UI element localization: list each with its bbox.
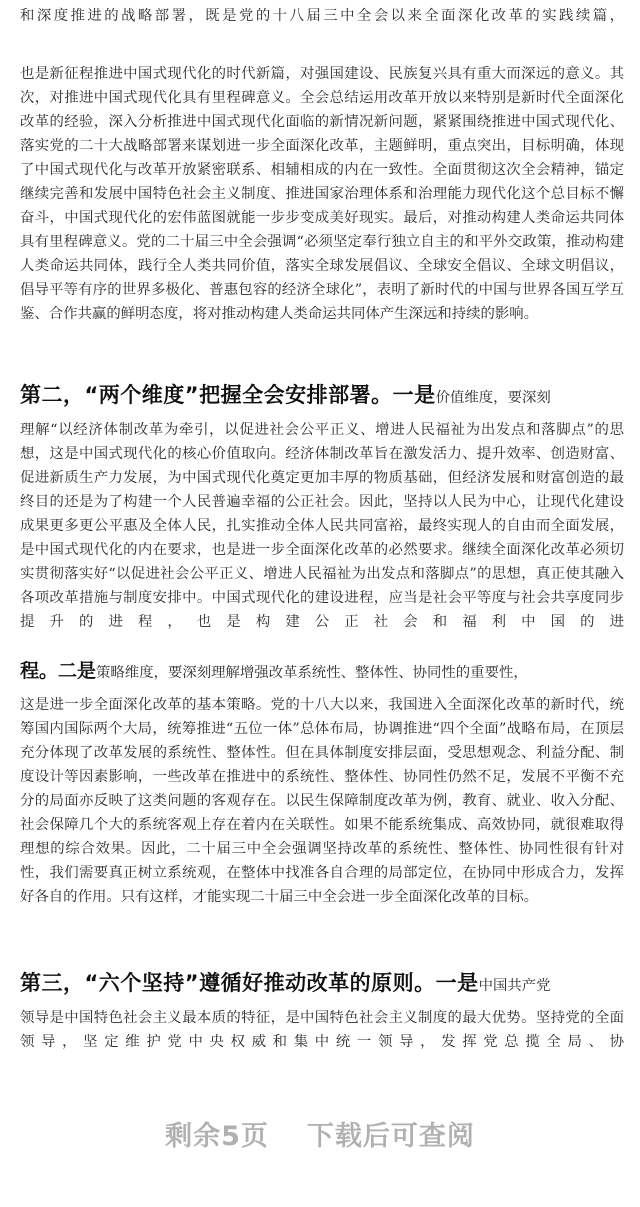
section-3-heading-bold: 第三，“六个坚持”遵循好推动改革的原则。一是 bbox=[20, 971, 479, 995]
paragraph-value-dimension: 理解“以经济体制改革为牵引，以促进社会公平正义、增进人民福祉为出发点和落脚点”的思想，这是中国式现代化的核心价值取向。经济体制改革旨在激发活力、提升效率、创造财富、促进新质生产力发展，为中国式现代化奠定更加丰厚的物质基础，但经济发展和财富创造的最终目的还是为了构建一个人民普遍幸福的公正社会。因此，坚持以人民为中心，让现代化建设成果更多更公平惠及全体人民，扎实推动全体人民共同富裕，最终实现人的自由而全面发展，是中国式现代化的内在要求，也是进一步全面深化改革的必然要求。继续全面深化改革必须切实贯彻落实好“以促进社会公平正义、增进人民福祉为出发点和落脚点”的思想，真正使其融入各项改革措施与制度安排中。中国式现代化的建设进程，应当是社会平等度与社会共享度同步提升的进程，也是构建公正社会和福利中国的进 bbox=[20, 422, 624, 630]
paragraph-significance: 也是新征程推进中国式现代化的时代新篇，对强国建设、民族复兴具有重大而深远的意义。其次，对推进中国式现代化具有里程碑意义。全会总结运用改革开放以来特别是新时代全面深化改革的经验，深入分析推进中国式现代化面临的新情况新问题，紧紧围绕推进中国式现代化、落实党的二十大战略部署来谋划进一步全面深化改革，主题鲜明，重点突出，目标明确，体现了中国式现代化与改革开放紧密联系、相辅相成的内在一致性。全面贯彻这次全会精神，锚定继续完善和发展中国特色社会主义制度、推进国家治理体系和治理能力现代化这个总目标不懈奋斗，中国式现代化的宏伟蓝图就能一步步变成美好现实。最后，对推动构建人类命运共同体具有里程碑意义。党的二十届三中全会强调“必须坚定奉行独立自主的和平外交政策，推动构建人类命运共同体，践行全人类共同价值，落实全球发展倡议、全球安全倡议、全球文明倡议，倡导平等有序的世界多极化、普惠包容的经济全球化”，表明了新时代的中国与世界各国互学互鉴、合作共赢的鲜明态度，将对推动构建人类命运共同体产生深远和持续的影响。 bbox=[20, 66, 624, 322]
paragraph-strategy-dimension: 这是进一步全面深化改革的基本策略。党的十八大以来，我国进入全面深化改革的新时代，统筹国内国际两个大局，统筹推进“五位一体”总体布局，协调推进“四个全面”战略布局，在顶层充分体现了改革发展的系统性、整体性。但在具体制度安排层面，受思想观念、利益分配、制度设计等因素影响，一些改革在推进中的系统性、整体性、协同性仍然不足，发展不平衡不充分的局面亦反映了这类问题的客观存在。以民生保障制度改革为例，教育、就业、收入分配、社会保障几个大的系统客观上存在着内在关联性。如果不能系统集成、高效协同，就很难取得理想的综合效果。因此，二十届三中全会强调坚持改革的系统性、整体性、协同性很有针对性，我们需要真正树立系统观，在整体中找准各自合理的局部定位，在协同中形成合力，发挥好各自的作用。只有这样，才能实现二十届三中全会进一步全面深化改革的目标。 bbox=[20, 697, 624, 905]
section-3-heading bbox=[20, 968, 624, 1001]
lead2-bold: 程。二是 bbox=[20, 660, 97, 682]
top-continuation-line: 和深度推进的战略部署，既是党的十八届三中全会以来全面深化改革的实践续篇， bbox=[20, 8, 624, 24]
section-2-heading bbox=[20, 380, 624, 413]
section-2-heading-rest: 价值维度，要深刻 bbox=[435, 390, 551, 406]
download-prompt-banner[interactable] bbox=[0, 1114, 640, 1153]
section-3-heading-rest: 中国共产党 bbox=[478, 978, 551, 994]
section-2-heading-bold: 第二，“两个维度”把握全会安排部署。一是 bbox=[20, 383, 436, 407]
remaining-pages-label[interactable]: 剩余5页 bbox=[165, 1121, 269, 1152]
paragraph-principles: 领导是中国特色社会主义最本质的特征，是中国特色社会主义制度的最大优势。坚持党的全面领导，坚定维护党中央权威和集中统一领导，发挥党总揽全局、协 bbox=[20, 1010, 624, 1050]
lead2-rest: 策略维度，要深刻理解增强改革系统性、整体性、协同性的重要性， bbox=[96, 665, 528, 681]
download-to-view-label[interactable]: 下载后可查阅 bbox=[306, 1121, 475, 1152]
value-dimension-closing-line bbox=[20, 657, 624, 687]
